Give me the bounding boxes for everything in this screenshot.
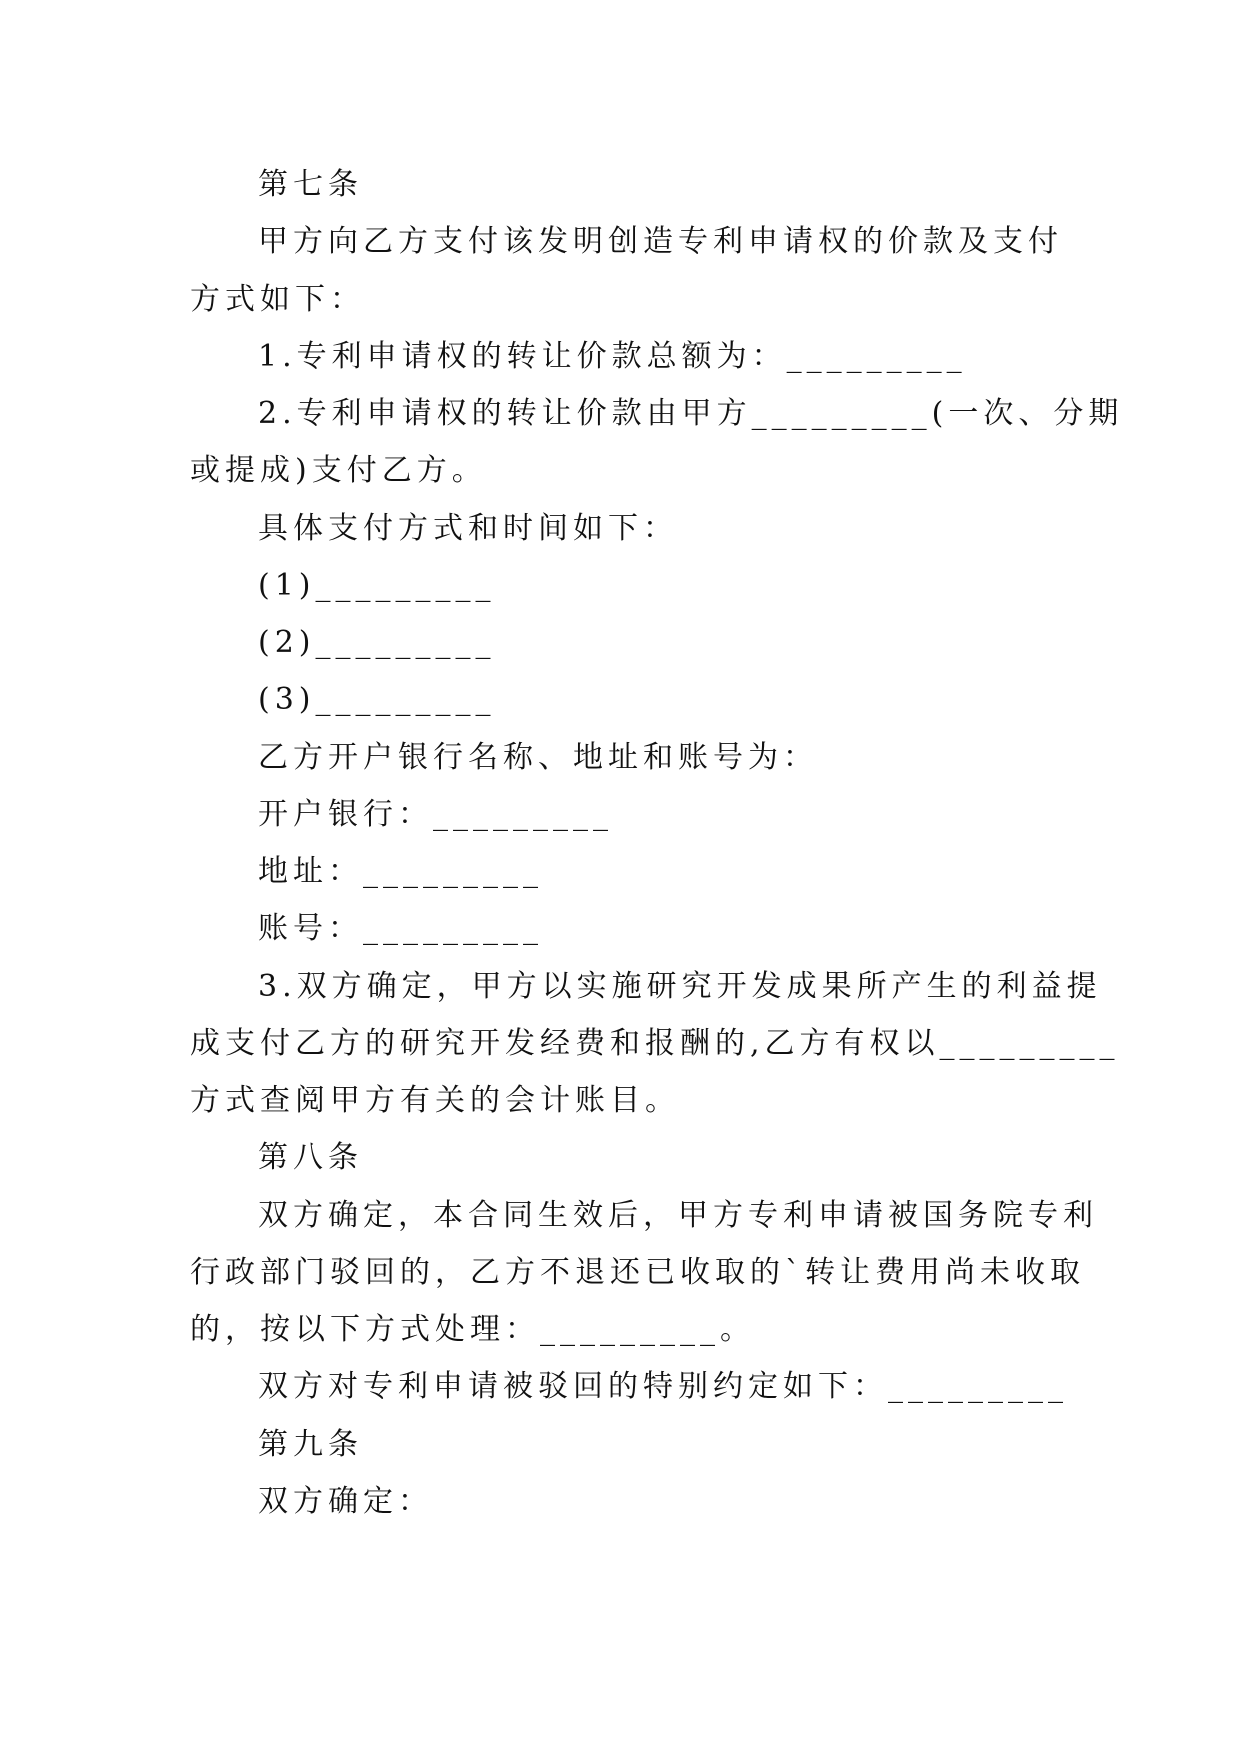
payment-item-1: (1)_________ (258, 568, 496, 603)
clause-1-line: 1.专利申请权的转让价款总额为：_________ (258, 339, 967, 374)
paragraph-line: 乙方开户银行名称、地址和账号为： (258, 740, 818, 775)
article-9-heading: 第九条 (258, 1427, 363, 1462)
paragraph-line: 具体支付方式和时间如下： (258, 511, 678, 546)
paragraph-line: 方式查阅甲方有关的会计账目。 (190, 1083, 680, 1118)
paragraph-line: 行政部门驳回的，乙方不退还已收取的`转让费用尚未收取 (190, 1255, 1085, 1290)
paragraph-line: 成支付乙方的研究开发经费和报酬的,乙方有权以_________ (190, 1026, 1120, 1061)
clause-2-line: 2.专利申请权的转让价款由甲方_________(一次、分期 (258, 396, 1124, 431)
paragraph-line: 甲方向乙方支付该发明创造专利申请权的价款及支付 (258, 224, 1063, 259)
paragraph-line: 双方确定： (258, 1484, 433, 1519)
article-7-heading: 第七条 (258, 167, 363, 202)
paragraph-line: 双方确定，本合同生效后，甲方专利申请被国务院专利 (258, 1198, 1098, 1233)
paragraph-line: 的，按以下方式处理：_________。 (190, 1312, 755, 1347)
article-8-heading: 第八条 (258, 1140, 363, 1175)
bank-address-line: 地址：_________ (258, 854, 543, 889)
clause-3-line: 3.双方确定，甲方以实施研究开发成果所产生的利益提 (258, 969, 1102, 1004)
bank-name-line: 开户银行：_________ (258, 797, 613, 832)
payment-item-3: (3)_________ (258, 682, 496, 717)
bank-account-line: 账号：_________ (258, 911, 543, 946)
paragraph-line: 方式如下： (190, 282, 365, 317)
paragraph-line: 或提成)支付乙方。 (190, 453, 487, 488)
payment-item-2: (2)_________ (258, 625, 496, 660)
paragraph-line: 双方对专利申请被驳回的特别约定如下：_________ (258, 1369, 1068, 1404)
